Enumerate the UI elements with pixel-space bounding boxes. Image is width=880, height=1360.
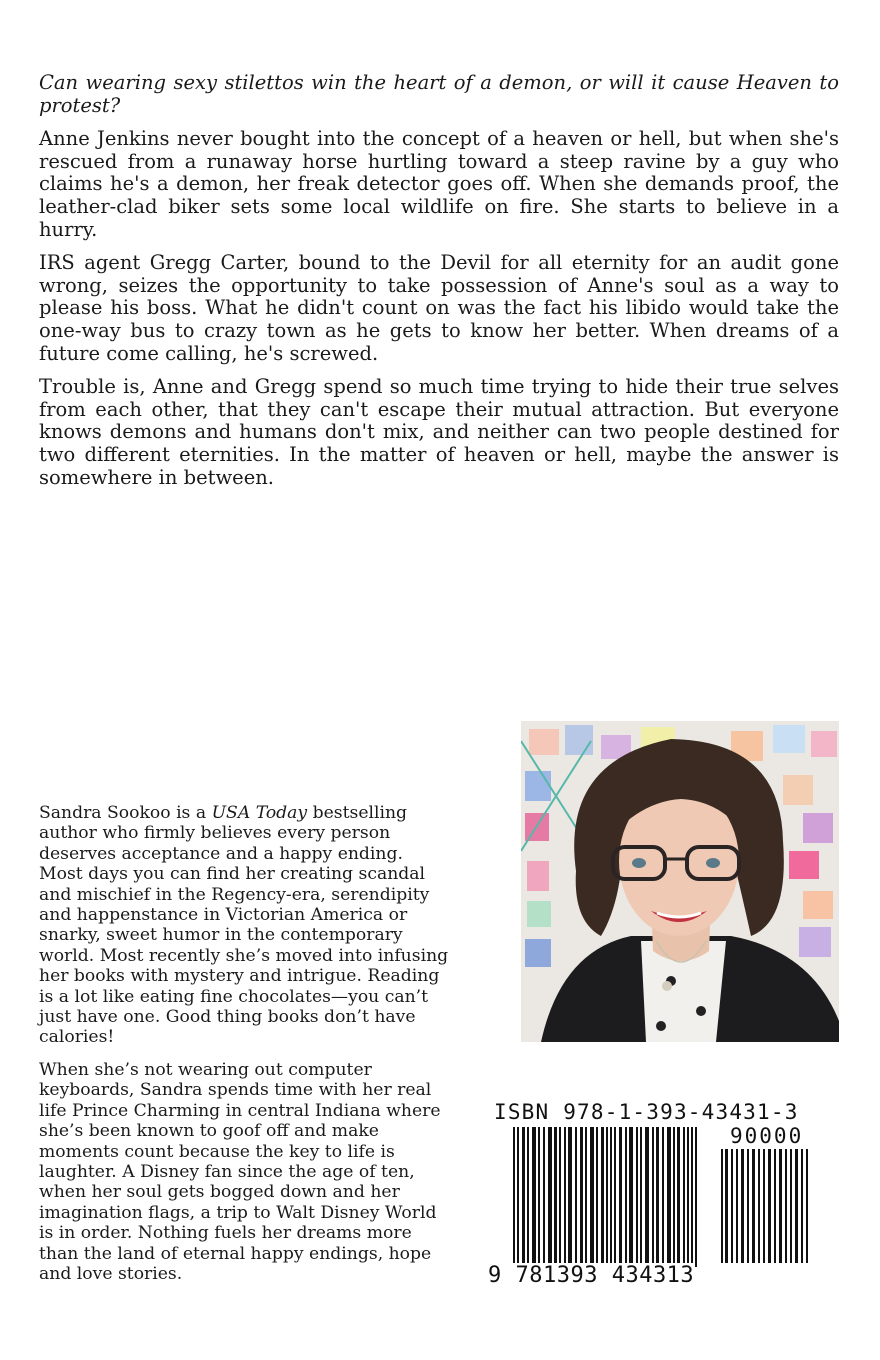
bio-p1-start: Sandra Sookoo is a: [39, 803, 212, 823]
price-code: 90000: [730, 1124, 804, 1148]
bio-paragraph-1: [39, 803, 449, 1048]
usa-today-title: USA Today: [211, 803, 308, 823]
isbn-barcode: [488, 1100, 828, 1290]
barcode-digits: 9 781393 434313: [488, 1263, 695, 1288]
isbn-label: ISBN 978-1-393-43431-3: [494, 1100, 799, 1124]
tagline: Can wearing sexy stilettos win the heart of a demon, or will it cause Heaven to protest?: [39, 71, 839, 117]
bio-paragraph-2: When she’s not wearing out computer keyboards, Sandra spends time with her real life Prince Charming in central Indiana where she’s been known to goof off and make moments count because the key to life is laughter. A Disney fan since the age of ten, when her soul gets bogged down and her imagination flags, a trip to Walt Disney World is in order. Nothing fuels her dreams more than the land of eternal happy endings, hope and love stories.: [39, 1059, 441, 1284]
author-bio: [39, 803, 449, 1296]
blurb-paragraph-1: Anne Jenkins never bought into the concept of a heaven or hell, but when she's rescued from a runaway horse hurtling toward a steep ravine by a guy who claims he's a demon, her freak detector goes off. When she demands proof, the leather-clad biker sets some local wildlife on fire. She starts to believe in a hurry.: [39, 127, 839, 241]
author-portrait-image: [521, 721, 839, 1042]
blurb-paragraph-2: IRS agent Gregg Carter, bound to the Devil for all eternity for an audit gone wrong, seizes the opportunity to take possession of Anne's soul as a way to please his boss. What he didn't count on was the fact his libido would take the one-way bus to crazy town as he gets to know her better. When dreams of a future come calling, he's screwed.: [39, 251, 839, 365]
blurb-paragraph-3: Trouble is, Anne and Gregg spend so much time trying to hide their true selves from each other, that they can't escape their mutual attraction. But everyone knows demons and humans don't mix, and neither can two people destined for two different eternities. In the matter of heaven or hell, maybe the answer is somewhere in between.: [39, 375, 839, 489]
barcode-bars: [513, 1127, 823, 1267]
bio-p1-rest: bestselling author who firmly believes every person deserves acceptance and a happy ending. Most days you can find her creating scandal and mischief in the Regency-era, serendipity and happenstance in Victorian America or snarky, sweet humor in the contemporary world. Most recently she’s moved into infusing her books with mystery and intrigue. Reading is a lot like eating fine chocolates—you can’t just have one. Good thing books don’t have calories!: [39, 803, 449, 1048]
author-photo: [521, 721, 839, 1042]
book-blurb: [39, 72, 839, 500]
